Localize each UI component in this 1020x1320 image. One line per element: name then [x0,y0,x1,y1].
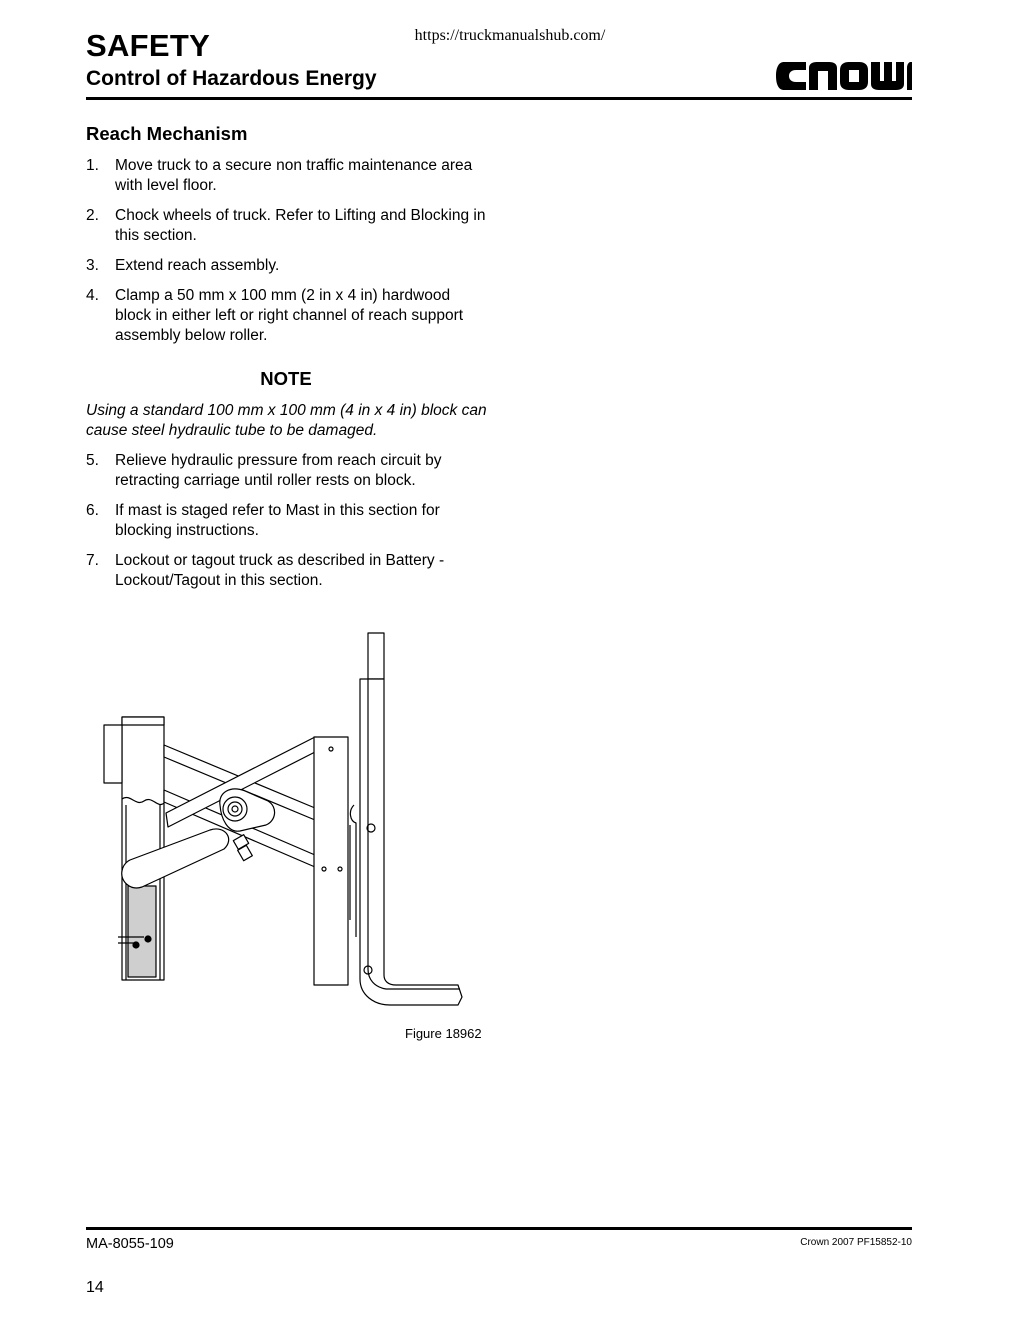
list-item [86,206,486,246]
header-rule [86,97,912,100]
list-item [86,286,486,346]
list-item [86,451,486,491]
section-title: SAFETY [86,28,211,63]
steps-list-second [86,451,486,601]
page-subtitle: Control of Hazardous Energy [86,67,377,90]
step-text: Lockout or tagout truck as described in Battery - Lockout/Tagout in this section. [115,552,445,589]
figure-caption: Figure 18962 [405,1026,482,1041]
footer-rule [86,1227,912,1230]
copyright-text: Crown 2007 PF15852-10 [800,1237,912,1248]
step-text: Chock wheels of truck. Refer to Lifting and Blocking in this section. [115,207,486,244]
step-number: 2. [86,207,99,224]
step-text: Extend reach assembly. [115,257,280,274]
step-number: 6. [86,502,99,519]
step-text: Relieve hydraulic pressure from reach circuit by retracting carriage until roller rests on block. [115,452,442,489]
step-number: 7. [86,552,99,569]
step-text: If mast is staged refer to Mast in this section for blocking instructions. [115,502,440,539]
step-number: 5. [86,452,99,469]
list-item [86,501,486,541]
page-number: 14 [86,1279,104,1296]
step-number: 4. [86,287,99,304]
step-number: 1. [86,157,99,174]
reach-mechanism-illustration [100,625,480,1015]
source-url[interactable]: https://truckmanualshub.com/ [414,27,606,44]
note-title: NOTE [260,368,312,389]
steps-list-first [86,156,486,356]
list-item [86,156,486,196]
list-item [86,256,486,276]
step-text: Move truck to a secure non traffic maintenance area with level floor. [115,157,473,194]
document-number: MA-8055-109 [86,1236,174,1252]
step-text: Clamp a 50 mm x 100 mm (2 in x 4 in) hardwood block in either left or right channel of reach support assembly below roller. [115,287,464,344]
crown-logo [776,60,912,92]
section-heading: Reach Mechanism [86,123,248,144]
list-item [86,551,486,591]
step-number: 3. [86,257,99,274]
note-body: Using a standard 100 mm x 100 mm (4 in x 4 in) block can cause steel hydraulic tube to be damaged. [86,402,487,439]
